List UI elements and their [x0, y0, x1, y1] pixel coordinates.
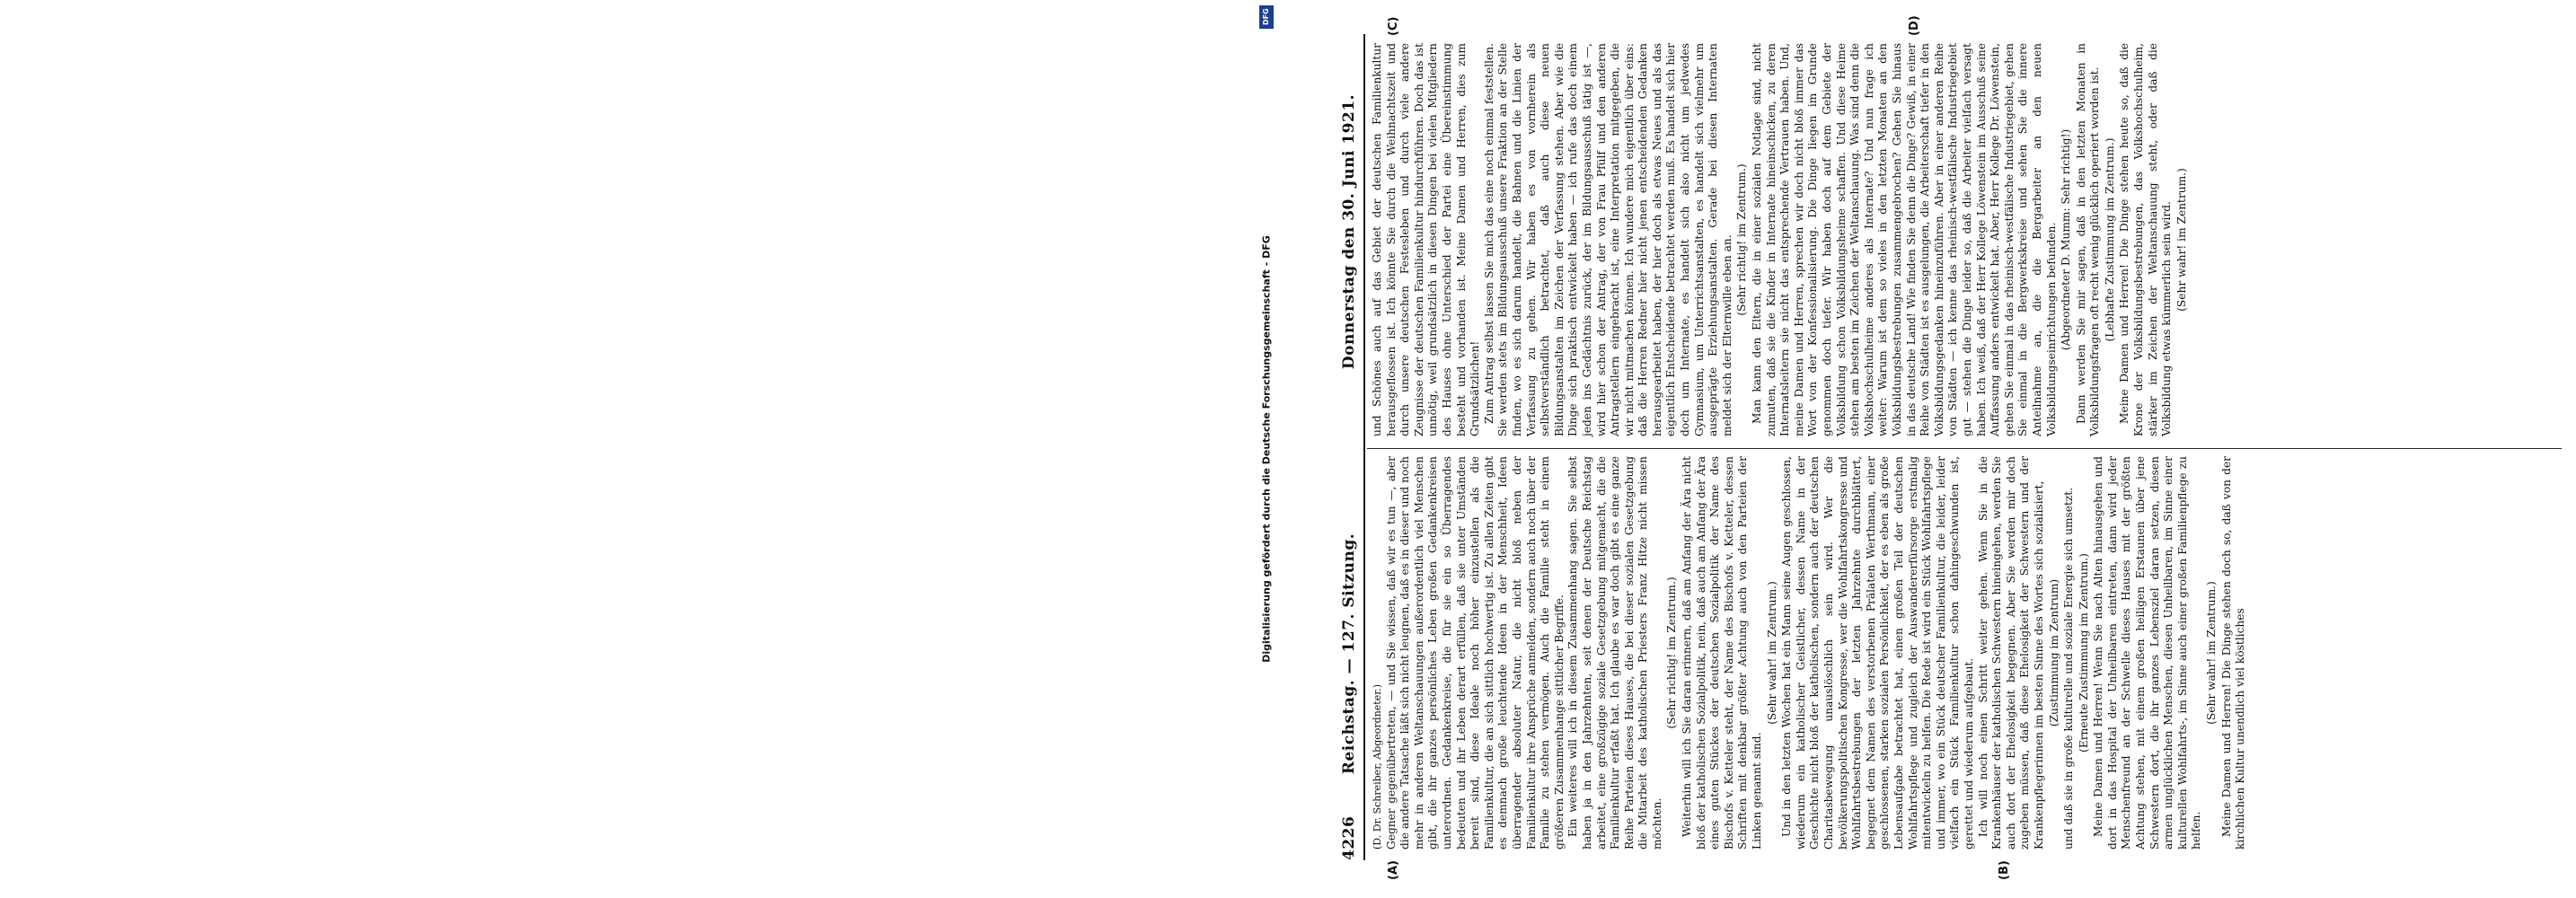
margin-mark-c: (C)	[1387, 16, 1400, 36]
reaction: (Sehr richtig! im Zentrum.)	[1735, 163, 1749, 316]
paragraph: Man kann den Eltern, die in einer sozialen Notlage sind, nicht zumuten, daß sie die Kinder in Internate hineinschicken, zu deren Internatsleitern sie nicht das entsprechende Vertrauen haben. Und, meine Damen und Herren, sprechen wir doch nicht bloß immer das Wort von der Konfessionalisierung. Die Dinge liegen im Grunde genommen doch tiefer. Wir haben doch auf dem Gebiete der Volksbildung schon Volksbildungsheime schaffen. Und diese Heime stehen am besten im Zeichen der Weltanschauung. Was sind denn die Volkshochschulheime anderes als Internate? Und nun frage ich weiter: Warum ist dem so vieles in den letzten Monaten an den Volksbildungsbestrebungen zusammengebrochen? Gehen Sie hinaus in das deutsche Land! Wie finden Sie denn die Dinge? Gewiß, in einer Reihe von Städten ist es ausgelungen, die Arbeiterschaft tiefer in den Volksbildungsgedanken hineinzuführen. Aber in einer anderen Reihe von Städten — ich kenne das rheinisch-westfälische Industriegebiet gut — stehen die Dinge leider so, daß die Arbeiter vielfach versagt haben. Ich weiß, daß der Herr Kollege Löwenstein im Ausschuß seine Auffassung anders entwickelt hat. Aber, Herr Kollege Dr. Löwenstein, gehen Sie einmal in das rheinisch-westfälische Industriegebiet, gehen Sie einmal in die Bergwerkskreise und sehen Sie die innere Anteilnahme an, die die Bergarbeiter an den neuen Volksbildungseinrichtungen befunden.	[1751, 43, 2058, 436]
header-rule	[1363, 34, 1365, 860]
paragraph: Zum Antrag selbst lassen Sie mich das eine noch einmal feststellen. Sie werden stets im Bildungsausschuß unsere Fraktion an der Stelle finden, wo es sich darum handelt, die Bahnen und die Linien der Verfassung zu gehen. Wir haben es von vornherein als selbstverständlich betrachtet, daß auch diese neuen Bildungsanstalten im Zeichen der Verfassung stehen. Aber wie die Dinge sich praktisch entwickelt haben — ich rufe das doch einem jeden ins Gedächtnis zurück, der im Bildungsausschuß tätig ist —, wird hier schon der Antrag, der von Frau Pfülf und den anderen Antragstellern eingebracht ist, eine Interpretation mitgegeben, die wir nicht mitmachen können. Ich wundere mich eigentlich über eins: daß die Herren Redner hier nicht jenen entscheidenden Gedanken herausgearbeitet haben, der hier doch als etwas Neues und als das eigentlich Entscheidende betrachtet werden muß. Es handelt sich hier doch um Internate, es handelt sich also nicht um jedwedes Gymnasium, um Unterrichtsanstalten, es handelt sich vielmehr um ausgeprägte Erziehungsanstalten. Gerade bei diesen Internaten meldet sich der Elternwille eben an.	[1482, 43, 1734, 436]
reaction: (Sehr wahr! im Zentrum.)	[2175, 168, 2188, 312]
reaction: (Sehr wahr! im Zentrum.)	[2205, 581, 2219, 725]
margin-mark-d: (D)	[1908, 15, 1921, 36]
digitization-credit	[1248, 0, 1284, 898]
reaction: (Abgeordneter D. Mumm: Sehr richtig!)	[2060, 128, 2073, 351]
paragraph: Meine Damen und Herren! Wenn Sie nach Alten hinausgehen und dort in das Hospital der Unheilbaren eintreten, dann wird jeder Menschenfreund an der Schwelle dieses Hauses mit der größten Achtung stehen, mit einem großen heiligen Erstaunen über jene Schwestern dort, die ihr ganzes Lebensziel daran setzen, diesen armen unglücklichen Menschen, diesen Unheilbaren, im Sinne einer kulturellen Wohlfahrts-, im Sinne auch einer großen Familienpflege zu helfen.	[2092, 456, 2203, 850]
reaction: (Sehr richtig! im Zentrum.)	[1665, 577, 1679, 729]
paragraph: und Schönes auch auf das Gebiet der deutschen Familienkultur herausgeflossen ist. Ich könnte Sie durch die Weihnachtszeit und durch unsere deutschen Festesleben und durch viele andere Zeugnisse der deutschen Familienkultur hindurchführen. Doch das ist unnötig, weil grundsätzlich in diesen Dingen bei vielen Mitgliedern des Hauses ohne Unterschied der Partei eine Übereinstimmung besteht und vorhanden ist. Meine Damen und Herren, dies zum Grundsätzlichen!	[1371, 43, 1482, 436]
paragraph: Meine Damen und Herren! Die Dinge stehen doch so, daß von der kirchlichen Kultur unendlich viel köstliches	[2219, 456, 2247, 850]
speaker-line: (D. Dr. Schreiber, Abgeordneter.)	[1372, 683, 1383, 850]
column-divider	[1367, 448, 2562, 449]
paragraph: Meine Damen und Herren! Die Dinge stehen heute so, daß die Krone der Volksbildungsbestrebungen, das Volkshochschulheim, stärker im Zeichen der Weltanschauung steht, oder daß die Volksbildung etwas kümmerlich sein wird.	[2118, 43, 2174, 436]
reaction: (Erneute Zustimmung im Zentrum.)	[2077, 553, 2090, 753]
reaction: (Lebhafte Zustimmung im Zentrum.)	[2103, 137, 2116, 342]
paragraph: und daß sie in große kulturelle und soziale Energie sich umsetzt.	[2062, 487, 2076, 850]
paragraph: Weiterhin will ich Sie daran erinnern, daß am Anfang der Ära nicht bloß der katholischen Sozialpolitik, nein, daß auch am Anfang der Ära eines guten Stückes der deutschen Sozialpolitik der Name des Bischofs v. Ketteler steht, der Name des Bischofs v. Ketteler, dessen Schriften mit denkbar größter Achtung auch von den Parteien der Linken genannt sind.	[1681, 456, 1764, 850]
session-title: Reichstag. — 127. Sitzung.	[1340, 533, 1358, 775]
page-header	[1340, 34, 1363, 860]
paragraph: Und in den letzten Wochen hat ein Mann seine Augen geschlossen, wiederum ein katholischer Geistlicher, dessen Name in der Geschichte nicht bloß der katholischen, sondern auch der deutschen Charitasbewegung unauslöschlich sein wird. Wer die bevölkerungspolitischen Kongresse, wer die Wohlfahrtskongresse und Wohlfahrtsbestrebungen der letzten Jahrzehnte durchblättert, begegnet dem Namen des verstorbenen Prälaten Werthmann, einer geschlossenen, starken sozialen Persönlichkeit, der es eben als große Lebensaufgabe betrachtet hat, einen großen Teil der deutschen Wohlfahrtspflege und zugleich der Auswandererfürsorge erstmalig mitentwickeln zu helfen. Die Rede ist wird ein Stück Wohlfahrtspflege und immer, wo ein Stück deutscher Familienkultur, die leider, leider vielfach ein Stück Familienkultur schon dahingeschwunden ist, gerettet und wiederum aufgebaut.	[1780, 456, 1975, 850]
margin-mark-a: (A)	[1387, 860, 1400, 880]
page-number: 4226	[1340, 815, 1358, 860]
right-column	[1371, 43, 2190, 436]
dfg-logo-icon: DFG	[1259, 5, 1274, 29]
reaction: (Zustimmung im Zentrum)	[2047, 578, 2060, 727]
credit-text: Digitalisierung gefördert durch die Deutsche Forschungsgemeinschaft - DFG	[1260, 235, 1273, 663]
session-date: Donnerstag den 30. Juni 1921.	[1340, 93, 1358, 370]
reaction: (Sehr wahr! im Zentrum.)	[1765, 581, 1778, 725]
paragraph: Ein weiteres will ich in diesem Zusammenhang sagen. Sie selbst haben ja in den Jahrzehnten, seit denen der Deutsche Reichstag arbeitet, eine großzügige soziale Gesetzgebung mitgemacht, die die Familienkultur erfaßt hat. Ich glaube es war doch gibt es eine ganze Reihe Parteien dieses Hauses, die bei dieser sozialen Gesetzgebung die Mitarbeit des katholischen Priesters Franz Hitze nicht missen möchten.	[1566, 456, 1663, 850]
margin-mark-b: (B)	[1998, 860, 2011, 880]
newspaper-page	[1288, 0, 2576, 898]
left-column	[1371, 456, 2248, 850]
paragraph: Gegner gegenübertreten, — und Sie wissen, daß wir es tun —, aber die andere Tatsache läßt sich nicht leugnen, daß es in dieser und noch mehr in anderen Weltanschauungen außerordentlich viel Menschen gibt, die ihr ganzes persönliches Leben großen Gedankenkreisen unterordnen. Gedankenkreise, die für sie ein so Überragendes bedeuten und ihr Leben derart erfüllen, daß sie unter Umständen bereit sind, diese Ideale noch höher einzustellen als die Familienkultur, die an sich sittlich hochwertig ist. Zu allen Zeiten gibt es demnach große leuchtende Ideen in der Menschheit, Ideen überragender absoluter Natur, die nicht bloß neben der Familienkultur ihre Ansprüche anmelden, sondern auch noch über der Familie zu stehen vermögen. Auch die Familie steht in einem größeren Zusammenhange sittlicher Begriffe.	[1384, 456, 1566, 850]
paragraph: Dann werden Sie mir sagen, daß in den letzten Monaten in Volksbildungsfragen oft recht wenig glücklich operiert worden ist.	[2074, 43, 2102, 436]
paragraph: Ich will noch einen Schritt weiter gehen. Wenn Sie in die Krankenhäuser der katholischen Schwestern hineingehen, werden Sie auch dort der Ehelosigkeit begegnen. Aber Sie werden mir doch zugeben müssen, daß diese Ehelosigkeit der Schwestern und der Krankenpflegerinnen im besten Sinne des Wortes sich sozialisiert,	[1976, 456, 2045, 850]
